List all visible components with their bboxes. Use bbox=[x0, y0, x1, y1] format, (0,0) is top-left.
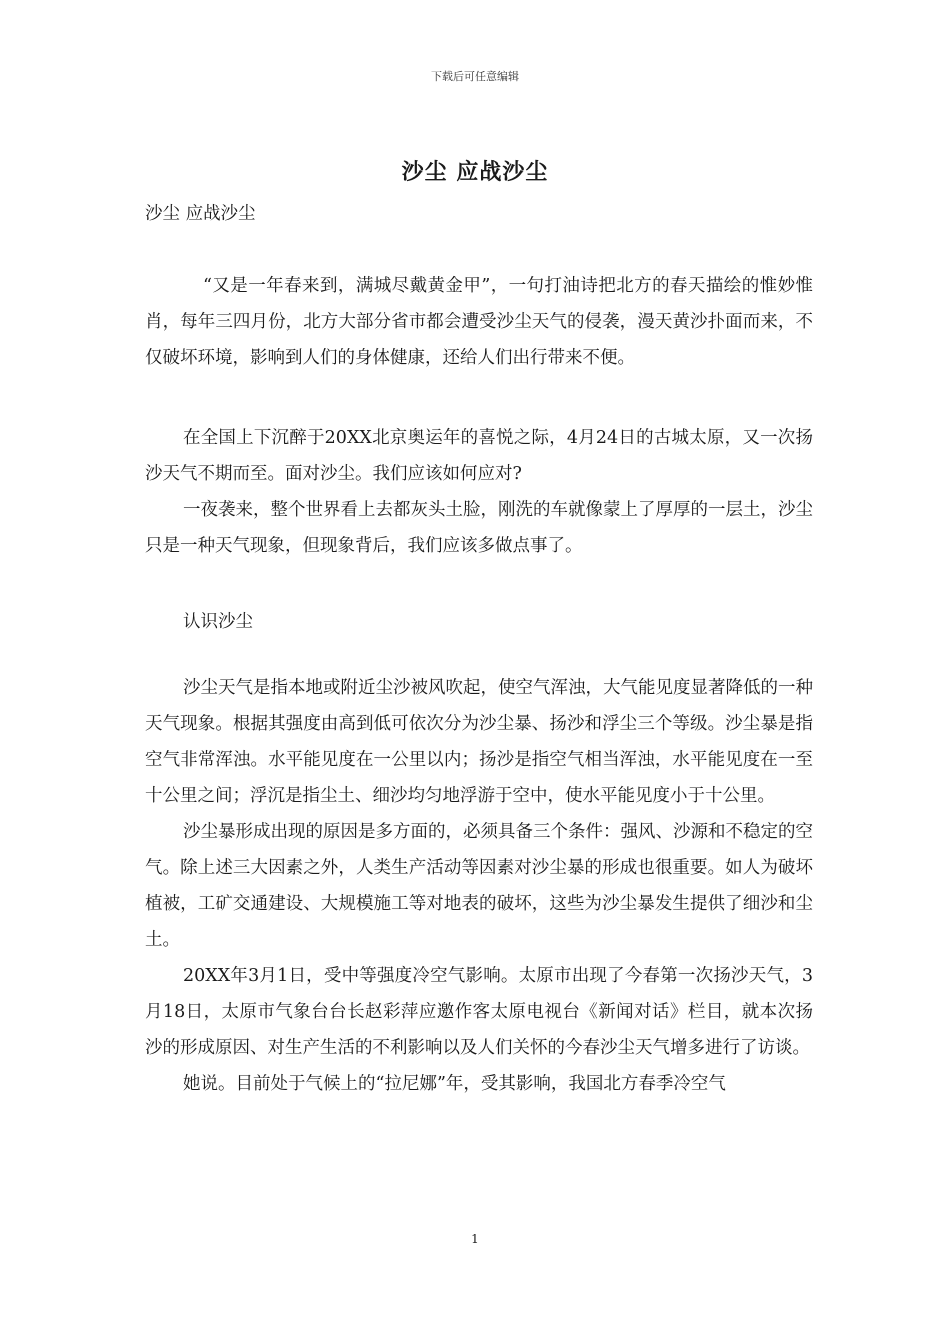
olympic-section bbox=[145, 420, 813, 564]
document-subtitle bbox=[145, 196, 813, 232]
march-paragraph: 20XX年3月1日，受中等强度冷空气影响。太原市出现了今春第一次扬沙天气，3月18日，太原市气象台台长赵彩萍应邀作客太原电视台《新闻对话》栏目，就本次扬沙的形成原因、对生产生活的不利影响以及人们关怀的今春沙尘天气增多进行了访谈。 bbox=[145, 966, 813, 1058]
subtitle-text: 沙尘 应战沙尘 bbox=[145, 204, 256, 224]
main-section bbox=[145, 604, 813, 1102]
document-title: 沙尘 应战沙尘 bbox=[401, 159, 549, 185]
definition-paragraph: 沙尘天气是指本地或附近尘沙被风吹起，使空气浑浊，大气能见度显著降低的一种天气现象。根据其强度由高到低可依次分为沙尘暴、扬沙和浮尘三个等级。沙尘暴是指空气非常浑浊。水平能见度在一公里以内；扬沙是指空气相当浑浊，水平能见度在一至十公里之间；浮沉是指尘土、细沙均匀地浮游于空中，使水平能见度小于十公里。 bbox=[145, 678, 813, 806]
night-paragraph: 一夜袭来，整个世界看上去都灰头土脸，刚洗的车就像蒙上了厚厚的一层土，沙尘只是一种天气现象，但现象背后，我们应该多做点事了。 bbox=[145, 500, 813, 556]
page-header-note: 下载后可任意编辑 bbox=[431, 70, 519, 83]
lanina-paragraph: 她说。目前处于气候上的“拉尼娜”年，受其影响，我国北方春季冷空气 bbox=[183, 1074, 726, 1094]
section-heading: 认识沙尘 bbox=[183, 612, 253, 632]
olympic-paragraph: 在全国上下沉醉于20XX北京奥运年的喜悦之际，4月24日的古城太原，又一次扬沙天气不期而至。面对沙尘。我们应该如何应对? bbox=[145, 428, 813, 484]
page-number: 1 bbox=[471, 1232, 479, 1246]
causes-paragraph: 沙尘暴形成出现的原因是多方面的，必须具备三个条件：强风、沙源和不稳定的空气。除上述三大因素之外，人类生产活动等因素对沙尘暴的形成也很重要。如人为破坏植被，工矿交通建设、大规模施工等对地表的破坏，这些为沙尘暴发生提供了细沙和尘土。 bbox=[145, 822, 813, 950]
intro-paragraph: “又是一年春来到，满城尽戴黄金甲”，一句打油诗把北方的春天描绘的惟妙惟肖，每年三四月份，北方大部分省市都会遭受沙尘天气的侵袭，漫天黄沙扑面而来，不仅破坏环境，影响到人们的身体健康，还给人们出行带来不便。 bbox=[145, 276, 813, 368]
intro-paragraph-block bbox=[145, 268, 813, 376]
